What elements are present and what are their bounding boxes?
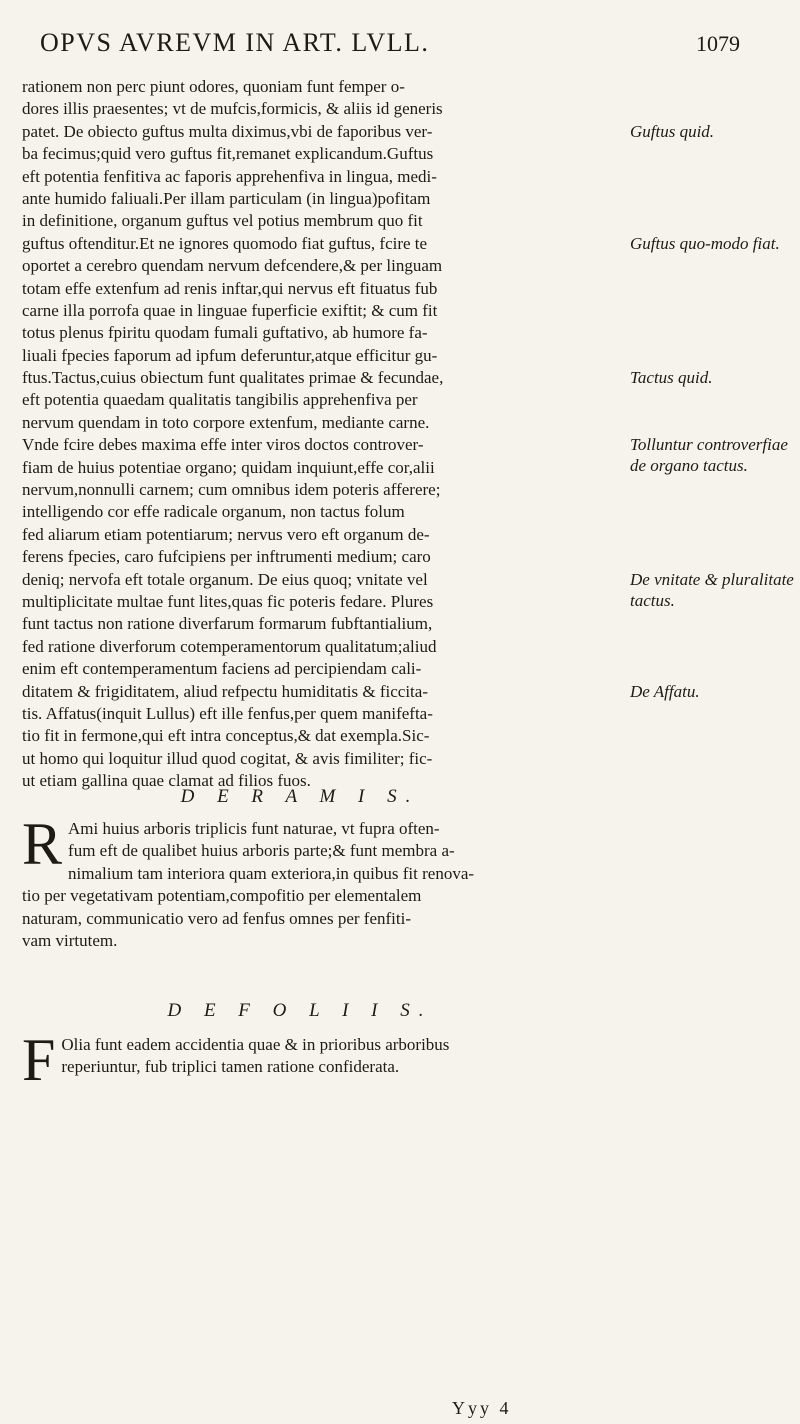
- text-line: deniq; nervofa eft totale organum. De eius quoq; vnitate vel: [22, 569, 428, 589]
- text-line: Vnde fcire debes maxima effe inter viros doctos controver-: [22, 435, 424, 455]
- text-line: Ami huius arboris triplicis funt naturae, vt fupra often-: [68, 819, 440, 838]
- text-line: intelligendo cor effe radicale organum, non tactus folum: [22, 502, 405, 522]
- text-line: patet. De obiecto guftus multa diximus,vbi de faporibus ver-: [22, 121, 433, 141]
- text-line: nervum,nonnulli carnem; cum omnibus idem poteris afferere;: [22, 480, 441, 500]
- text-line: ftus.Tactus,cuius obiectum funt qualitates primae & fecundae,: [22, 368, 444, 388]
- text-line: fiam de huius potentiae organo; quidam inquiunt,effe cor,alii: [22, 457, 435, 477]
- page-number: 1079: [696, 31, 740, 56]
- text-line: dores illis praesentes; vt de mufcis,formicis, & aliis id generis: [22, 99, 443, 119]
- margin-note: Guftus quid.: [630, 121, 715, 141]
- margin-note: Guftus quo-modo fiat.: [630, 233, 780, 253]
- margin-note: De Affatu.: [630, 681, 700, 701]
- text-line: in definitione, organum guftus vel potius membrum quo fit: [22, 211, 423, 231]
- margin-note: Tactus quid.: [630, 368, 713, 388]
- signature-mark: Yyy 4: [452, 1398, 512, 1418]
- drop-cap: F: [22, 1027, 56, 1093]
- text-line: naturam, communicatio vero ad fenfus omnes per fenfiti-: [22, 908, 411, 928]
- text-line: carne illa porrofa quae in linguae fuperficie exiftit; & cum fit: [22, 300, 438, 320]
- text-line: nervum quendam in toto corpore extenfum, mediante carne.: [22, 412, 430, 432]
- drop-cap: R: [22, 811, 63, 877]
- text-line: tio per vegetativam potentiam,compofitio per elementalem: [22, 886, 422, 906]
- text-line: nimalium tam interiora quam exteriora,in quibus fit renova-: [68, 863, 475, 883]
- text-line: vam virtutem.: [22, 930, 118, 950]
- text-line: ut homo qui loquitur illud quod cogitat, & avis fimiliter; fic-: [22, 748, 433, 768]
- text-line: fum eft de qualibet huius arboris parte;& funt membra a-: [68, 841, 455, 861]
- text-line: fed ratione diverforum cotemperamentorum qualitatum;aliud: [22, 636, 437, 656]
- text-line: tio fit in fermone,qui eft intra conceptus,& dat exempla.Sic-: [22, 726, 430, 746]
- text-line: rationem non perc piunt odores, quoniam funt femper o-: [22, 77, 405, 96]
- text-line: ditatem & frigiditatem, aliud refpectu humiditatis & ficcita-: [22, 681, 428, 701]
- text-line: Olia funt eadem accidentia quae & in prioribus arboribus: [61, 1035, 450, 1054]
- text-line: tis. Affatus(inquit Lullus) eft ille fenfus,per quem manifefta-: [22, 703, 433, 723]
- running-head: [40, 28, 740, 58]
- text-line: totus plenus fpiritu quodam fumali guftativo, ab humore fa-: [22, 323, 428, 343]
- section-heading-ramis: D E R A M I S.: [180, 786, 420, 807]
- text-line: ut etiam gallina quae clamat ad filios fuos.: [22, 771, 311, 791]
- section-heading-foliis: D E F O L I I S.: [167, 1000, 433, 1021]
- text-line: fed aliarum etiam potentiarum; nervus vero eft organum de-: [22, 524, 430, 544]
- text-line: funt tactus non ratione diverfarum formarum fubftantialium,: [22, 614, 433, 634]
- text-line: liuali fpecies faporum ad ipfum deferuntur,atque efficitur gu-: [22, 345, 438, 365]
- running-title: OPVS AVREVM IN ART. LVLL.: [40, 28, 430, 57]
- main-text-block: [22, 76, 622, 793]
- text-line: totam effe extenfum ad renis inftar,qui nervus eft fituatus fub: [22, 278, 438, 298]
- text-line: reperiuntur, fub triplici tamen ratione confiderata.: [61, 1057, 400, 1077]
- text-line: ante humido faliuali.Per illam particulam (in lingua)pofitam: [22, 188, 431, 208]
- section-text-ramis: [22, 811, 622, 952]
- text-line: multiplicitate multae funt lites,quas fic poteris fedare. Plures: [22, 591, 434, 611]
- section-text-foliis: [22, 1027, 622, 1093]
- margin-note: Tolluntur controverfiae de organo tactus.: [630, 435, 788, 476]
- text-line: ba fecimus;quid vero guftus fit,remanet explicandum.Guftus: [22, 144, 434, 164]
- text-line: guftus oftenditur.Et ne ignores quomodo fiat guftus, fcire te: [22, 233, 428, 253]
- text-line: eft potentia quaedam qualitatis tangibilis apprehenfiva per: [22, 390, 418, 410]
- text-line: oportet a cerebro quendam nervum defcendere,& per linguam: [22, 256, 443, 276]
- text-line: eft potentia fenfitiva ac faporis apprehenfiva in lingua, medi-: [22, 166, 437, 186]
- text-line: enim eft contemperamentum faciens ad percipiendam cali-: [22, 659, 422, 679]
- text-line: ferens fpecies, caro fufcipiens per inftrumenti medium; caro: [22, 547, 431, 567]
- margin-note: De vnitate & pluralitate tactus.: [630, 569, 794, 610]
